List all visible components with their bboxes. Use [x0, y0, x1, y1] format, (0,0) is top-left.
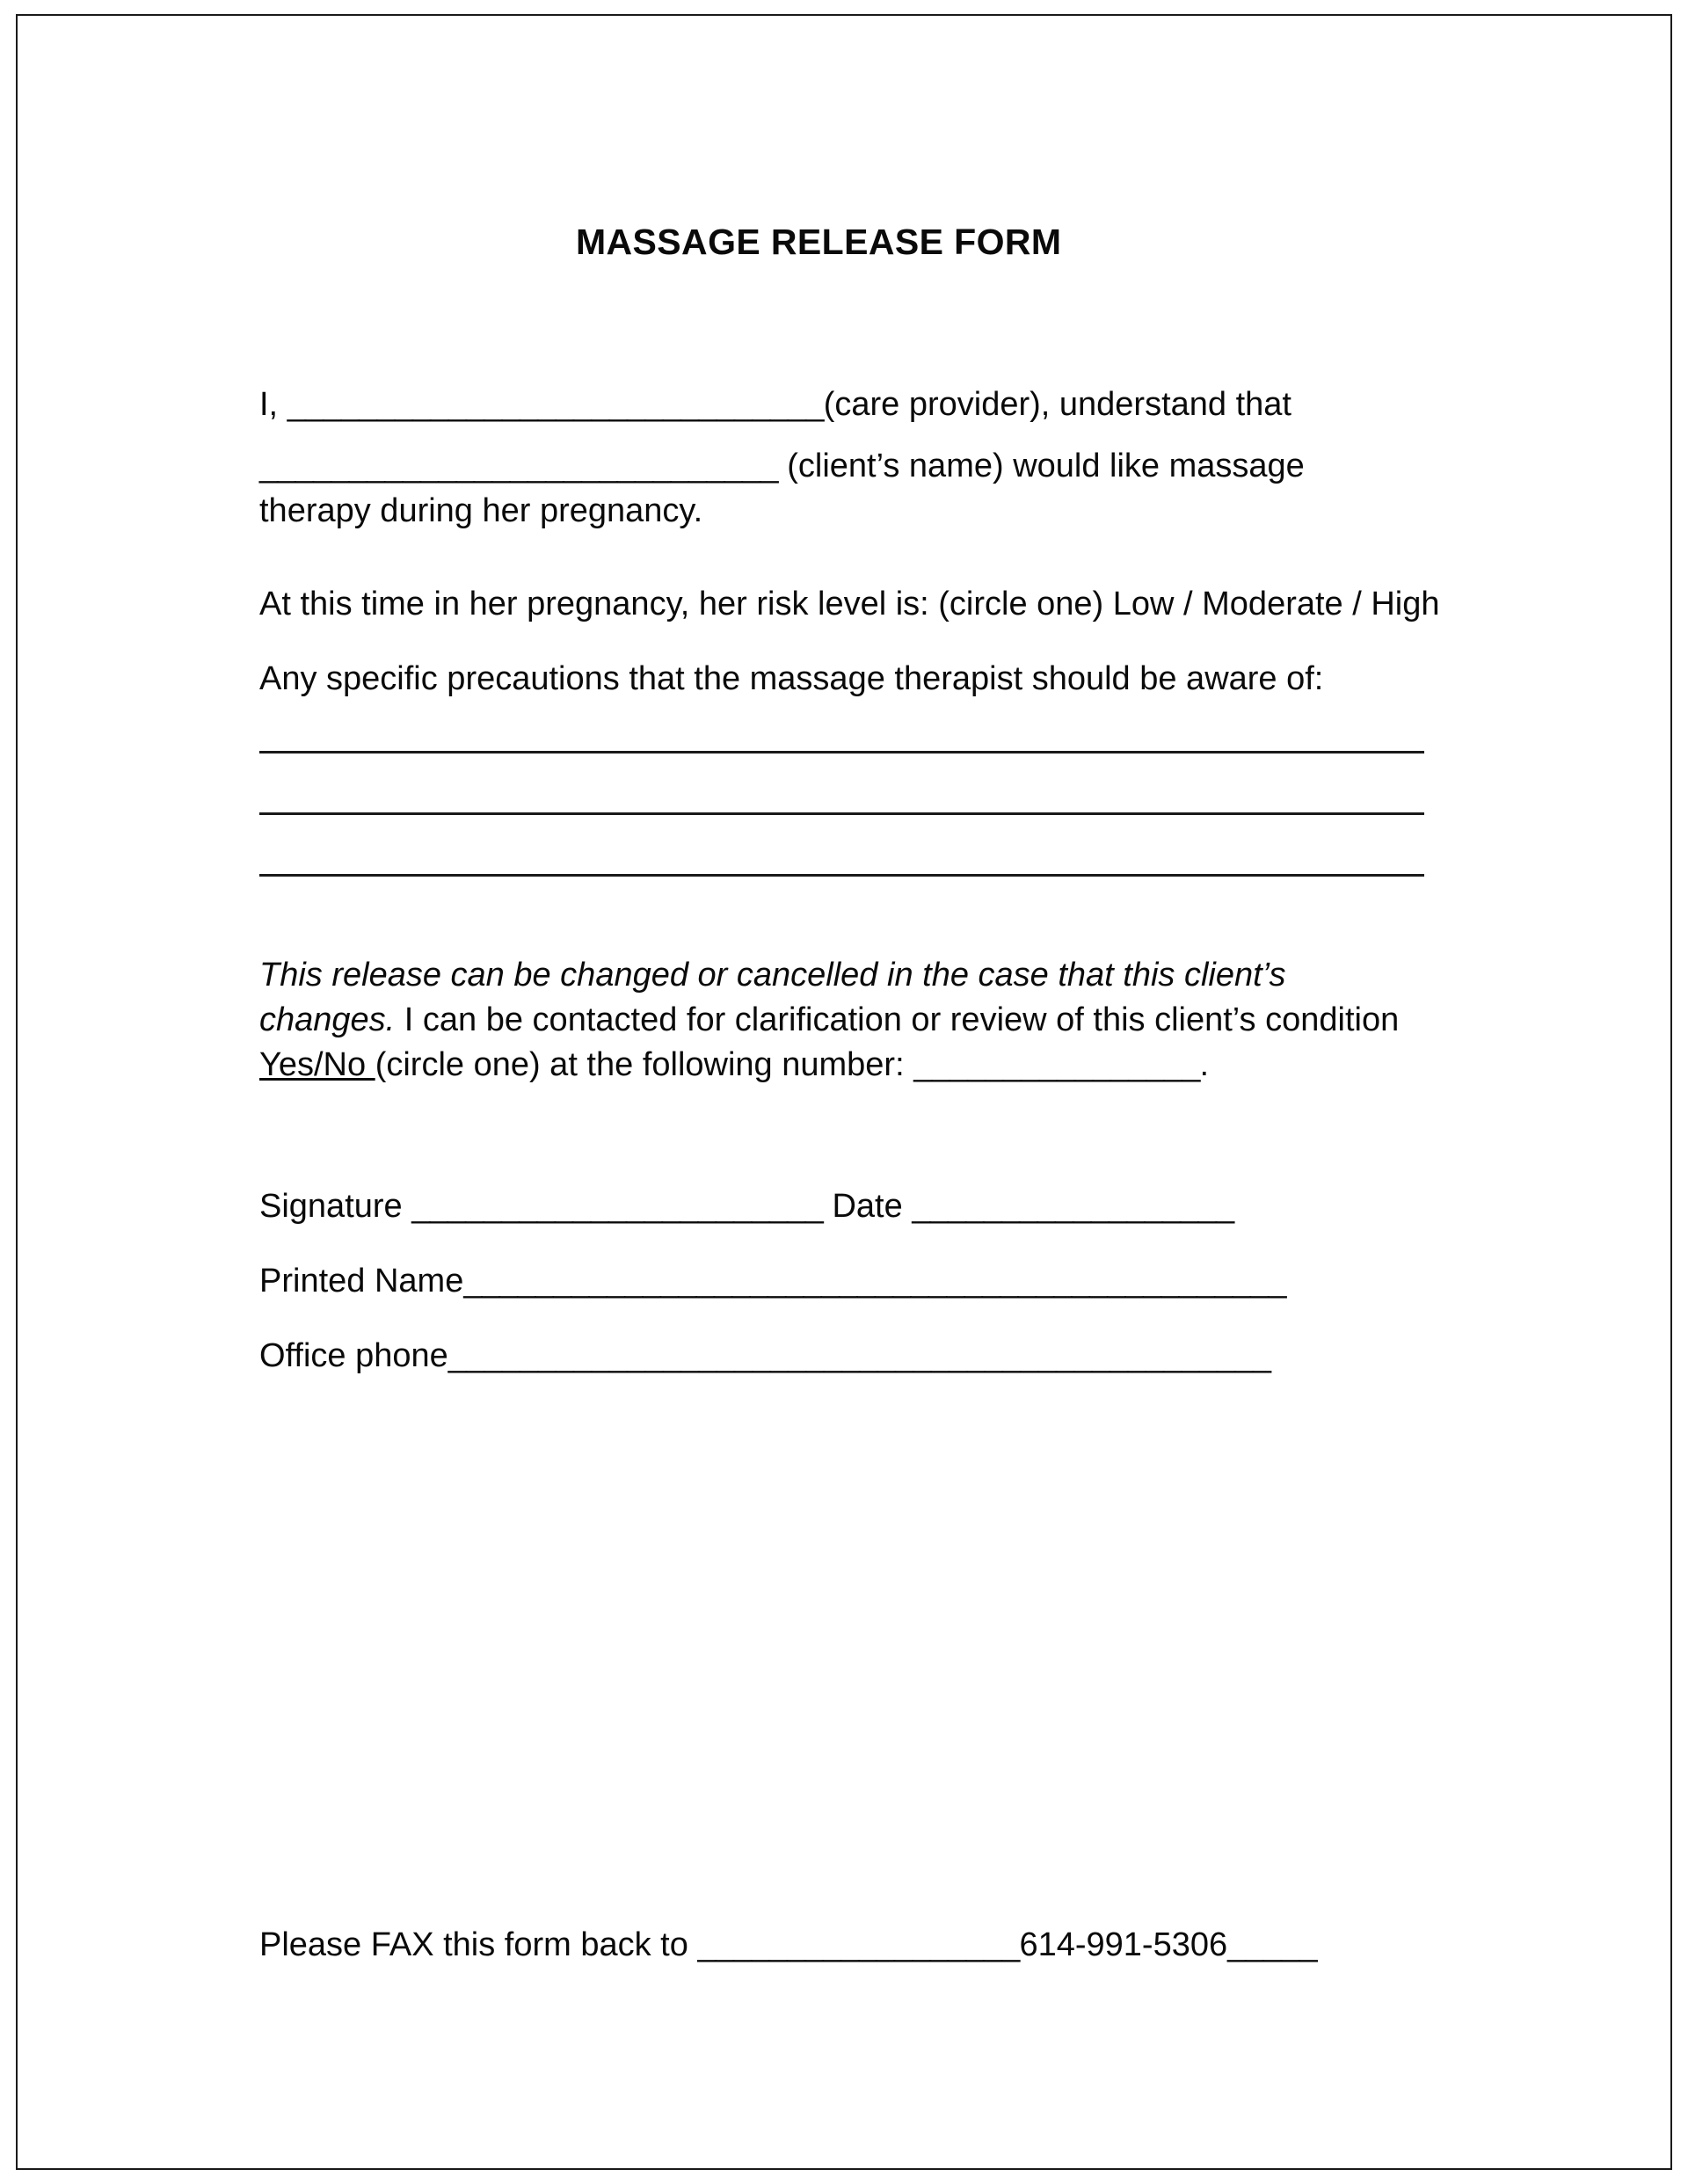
precautions-prompt: Any specific precautions that the massage therapist should be aware of:	[259, 660, 1324, 697]
release-italic-line-1: This release can be changed or cancelled in the case that this client’s	[259, 957, 1286, 994]
office-phone-label: Office phone	[259, 1337, 448, 1374]
fax-trailing-blank: _____	[1227, 1926, 1317, 1963]
signature-blank-field[interactable]: _______________________	[411, 1188, 823, 1225]
printed-name-label: Printed Name	[259, 1263, 464, 1299]
care-provider-label: (care provider), understand that	[823, 386, 1291, 423]
printed-name-blank-field[interactable]: ______________________________________________	[463, 1263, 1286, 1299]
office-phone-row	[259, 1334, 1270, 1379]
intro-line-care-provider	[259, 382, 1291, 427]
precautions-answer-line-1[interactable]	[259, 751, 1424, 753]
release-circle-one-text: (circle one) at the following number:	[375, 1046, 914, 1083]
precautions-answer-line-2[interactable]	[259, 812, 1424, 815]
scanned-page-border	[16, 14, 1672, 2170]
release-paragraph	[259, 953, 1455, 1088]
fax-instruction-row	[259, 1923, 1317, 1968]
client-name-blank-field[interactable]: _____________________________	[259, 448, 778, 484]
fax-blank-field[interactable]: __________________	[697, 1926, 1020, 1963]
document-sheet	[42, 39, 1644, 2144]
precautions-answer-line-3[interactable]	[259, 874, 1424, 877]
care-provider-blank-field[interactable]: ______________________________	[287, 386, 824, 423]
release-italic-changes: changes.	[259, 1001, 396, 1038]
printed-name-row	[259, 1259, 1286, 1304]
contact-number-blank-field[interactable]: ________________	[913, 1046, 1200, 1083]
page-title: MASSAGE RELEASE FORM	[576, 222, 1062, 262]
document-content	[259, 39, 1490, 2144]
intro-line-client-name	[259, 444, 1305, 489]
office-phone-blank-field[interactable]: ______________________________________________	[447, 1337, 1271, 1374]
date-label: Date	[822, 1188, 913, 1225]
fax-instruction-label: Please FAX this form back to	[259, 1926, 698, 1963]
release-period: .	[1199, 1046, 1210, 1083]
yes-no-circle-option[interactable]: Yes/No	[259, 1046, 375, 1083]
fax-number: 614-991-5306	[1019, 1926, 1228, 1963]
intro-prefix: I,	[259, 386, 287, 423]
signature-label: Signature	[259, 1188, 412, 1225]
intro-line-therapy: therapy during her pregnancy.	[259, 492, 703, 529]
client-name-label: (client’s name) would like massage	[777, 448, 1305, 484]
signature-date-row	[259, 1184, 1233, 1229]
risk-level-line: At this time in her pregnancy, her risk level is: (circle one) Low / Moderate / High	[259, 586, 1440, 622]
date-blank-field[interactable]: __________________	[912, 1188, 1234, 1225]
release-contact-text: I can be contacted for clarification or review of this client’s condition	[395, 1001, 1400, 1038]
